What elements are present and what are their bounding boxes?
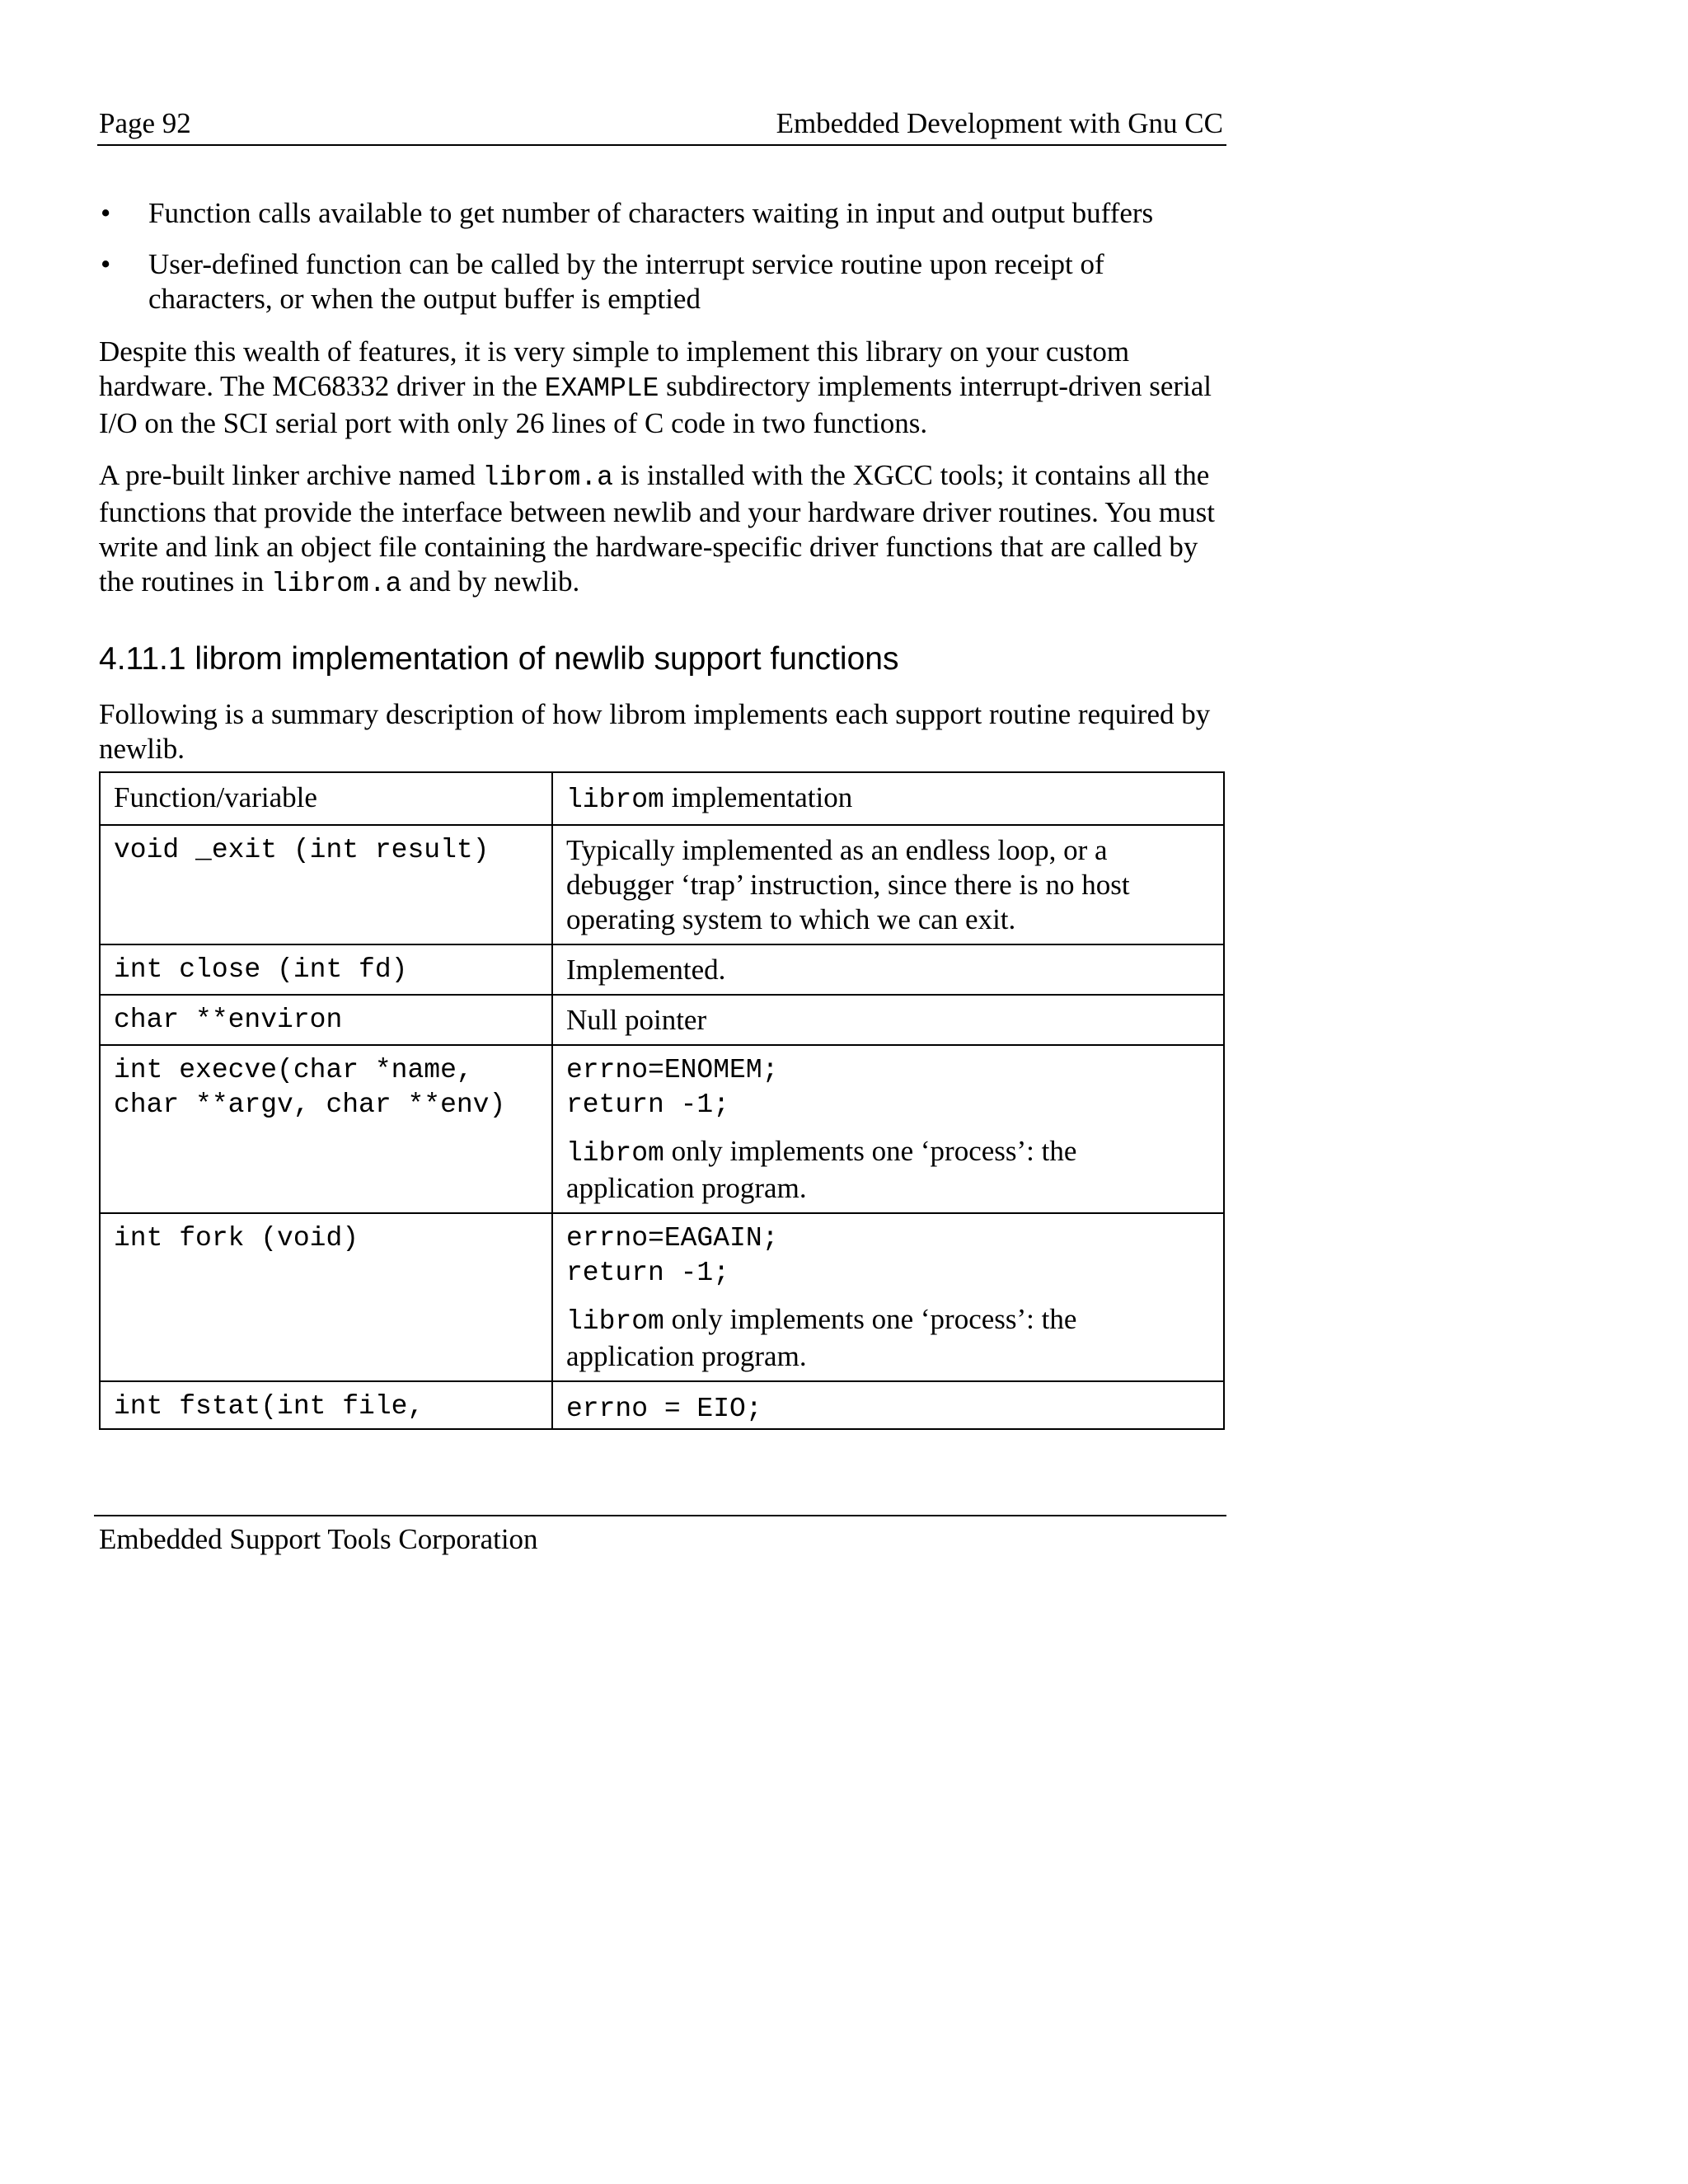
function-signature: char **environ — [100, 995, 552, 1045]
implementation-note — [566, 1134, 1210, 1206]
bullet-text: Function calls available to get number of characters waiting in input and output buffers — [148, 197, 1154, 229]
section-heading: 4.11.1 librom implementation of newlib support functions — [99, 641, 899, 677]
implementation-description: Null pointer — [552, 995, 1224, 1045]
function-signature: int close (int fd) — [100, 944, 552, 995]
code-line: return -1; — [566, 1258, 730, 1288]
inline-code: librom.a — [271, 569, 402, 599]
implementation-description — [552, 1045, 1224, 1213]
function-signature: int fork (void) — [100, 1213, 552, 1381]
bullet-icon: • — [101, 248, 111, 280]
bullet-text: User-defined function can be called by the interrupt service routine upon receipt of characters, or when the output buffer is emptied — [148, 248, 1104, 315]
implementation-description: Implemented. — [552, 944, 1224, 995]
table-row — [100, 944, 1224, 995]
inline-code: librom.a — [482, 462, 613, 493]
page-footer — [94, 1515, 1226, 1555]
function-signature: int execve(char *name, char **argv, char **env) — [100, 1045, 552, 1213]
code-line: errno=ENOMEM; — [566, 1055, 779, 1085]
column-header-function: Function/variable — [100, 772, 552, 825]
paragraph-text: Despite this wealth of features, it is very simple to implement this library on your custom hardware. The MC68332 driver in the — [99, 335, 1130, 402]
paragraph-text: and by newlib. — [401, 565, 580, 598]
code-line: errno = EIO; — [566, 1394, 762, 1424]
function-signature: int fstat(int file, — [100, 1381, 552, 1429]
header-text: implementation — [663, 781, 853, 813]
code-snippet — [566, 1053, 1210, 1122]
section-intro: Following is a summary description of how librom implements each support routine required by newlib. — [99, 698, 1211, 765]
implementation-description — [552, 1381, 1224, 1429]
table-header-row — [100, 772, 1224, 825]
list-item — [97, 247, 1226, 316]
inline-code: librom — [566, 785, 664, 815]
inline-code: librom — [566, 1138, 664, 1169]
implementation-description: Typically implemented as an endless loop, or a debugger ‘trap’ instruction, since there is no host operating system to which we can exit. — [552, 825, 1224, 944]
paragraph-librom — [99, 458, 1228, 602]
list-item — [97, 196, 1226, 231]
code-line: return -1; — [566, 1090, 730, 1120]
paragraph-text: is installed with the XGCC tools; it contains all the functions that provide the interface between newlib and your hardware driver routines. You must write and link an object file containing the hardware-specific driver functions that are called by the routines in — [99, 459, 1215, 598]
note-text: only implements one ‘process’: the application program. — [566, 1135, 1077, 1204]
paragraph-text: subdirectory implements interrupt-driven serial I/O on the SCI serial port with only 26 lines of C code in two functions. — [99, 370, 1212, 439]
function-signature: void _exit (int result) — [100, 825, 552, 944]
page-header — [97, 107, 1226, 146]
feature-bullet-list — [97, 196, 1226, 333]
page-number: Page 92 — [99, 107, 191, 139]
code-line: errno=EAGAIN; — [566, 1223, 779, 1254]
table-row — [100, 1381, 1224, 1429]
inline-code: librom — [566, 1306, 664, 1337]
paragraph-text: A pre-built linker archive named — [99, 459, 483, 491]
table-row — [100, 1045, 1224, 1213]
code-snippet — [566, 1221, 1210, 1291]
note-text: only implements one ‘process’: the application program. — [566, 1303, 1077, 1372]
book-title: Embedded Development with Gnu CC — [776, 107, 1223, 139]
table-row — [100, 825, 1224, 944]
table-row — [100, 995, 1224, 1045]
implementation-description — [552, 1213, 1224, 1381]
implementation-note — [566, 1302, 1210, 1374]
inline-code: EXAMPLE — [544, 373, 659, 404]
paragraph-features — [99, 335, 1228, 441]
bullet-icon: • — [101, 197, 111, 229]
support-functions-table — [99, 771, 1225, 1430]
table-row — [100, 1213, 1224, 1381]
column-header-implementation — [552, 772, 1224, 825]
company-name: Embedded Support Tools Corporation — [99, 1523, 538, 1555]
